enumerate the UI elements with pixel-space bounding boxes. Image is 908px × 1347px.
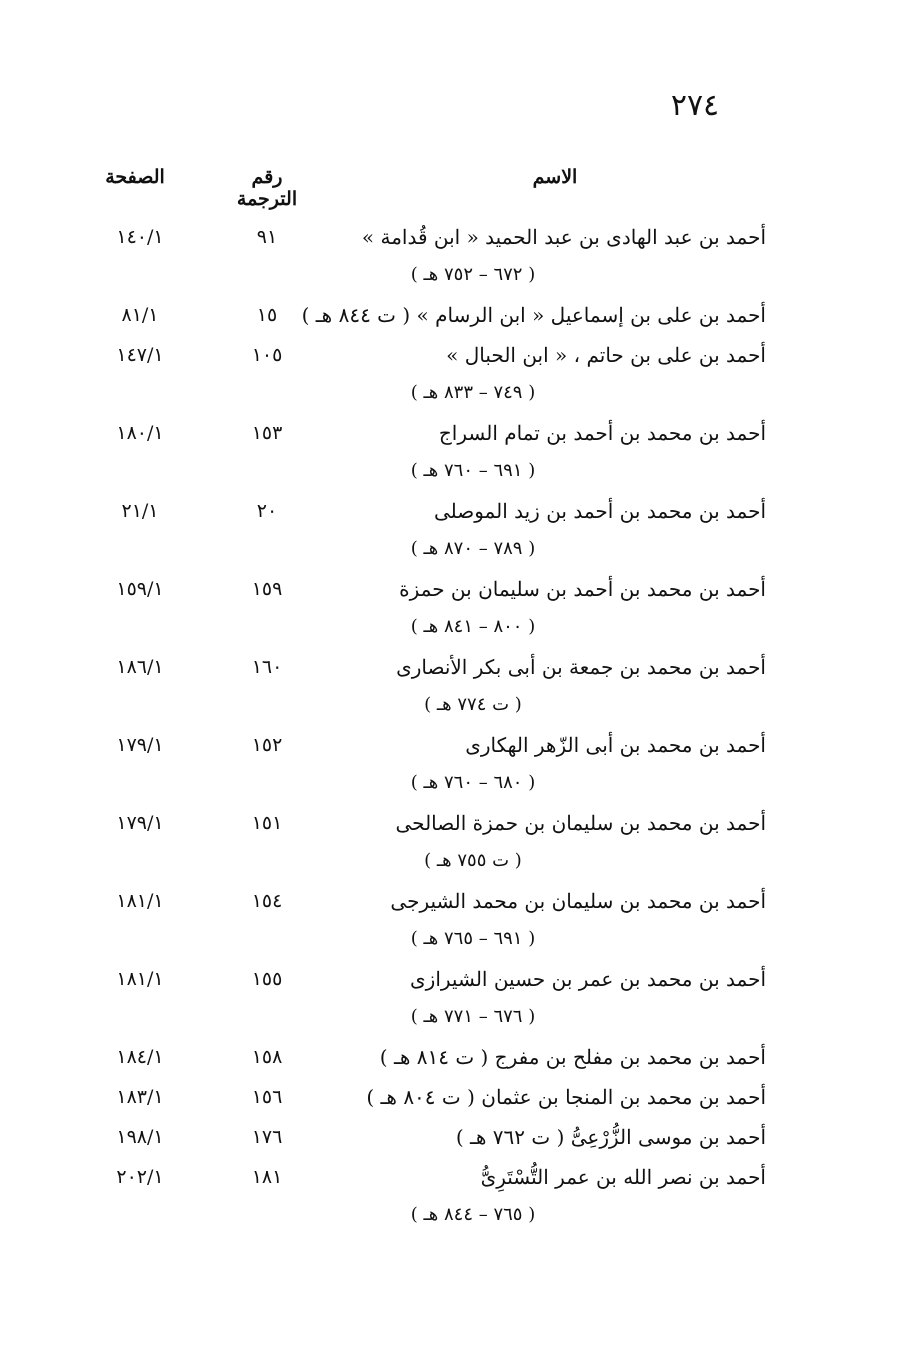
entry-main-row <box>0 882 908 920</box>
entry-main-row <box>0 296 908 334</box>
entry-dates-row <box>0 608 908 646</box>
entry-name: أحمد بن محمد بن سليمان بن حمزة الصالحى <box>395 811 766 835</box>
entry-translation-number: ١٥٤ <box>251 890 283 912</box>
entry-page: ١٨٠/١ <box>116 422 164 444</box>
entry-dates: ( ت ٧٧٤ هـ ) <box>424 694 522 715</box>
entry-dates: ( ٧٦٥ – ٨٤٤ هـ ) <box>410 1204 536 1225</box>
entry-dates-row <box>0 256 908 294</box>
entry-page: ١٨٤/١ <box>116 1046 164 1068</box>
entry-translation-number: ١٥٩ <box>251 578 283 600</box>
index-entry <box>0 296 908 336</box>
entry-dates-row <box>0 764 908 802</box>
index-entry <box>0 336 908 414</box>
entry-name: أحمد بن على بن إسماعيل « ابن الرسام » ( ت ٨٤٤ هـ ) <box>301 303 766 327</box>
entry-page: ١٤٧/١ <box>116 344 164 366</box>
entry-page: ١٨١/١ <box>116 890 164 912</box>
entry-main-row <box>0 336 908 374</box>
header-page: الصفحة <box>105 166 165 188</box>
entry-translation-number: ١٠٥ <box>251 344 283 366</box>
entry-name: أحمد بن محمد بن مفلح بن مفرج ( ت ٨١٤ هـ ) <box>379 1045 766 1069</box>
entry-dates: ( ٨٠٠ – ٨٤١ هـ ) <box>410 616 536 637</box>
entry-name: أحمد بن محمد بن سليمان بن محمد الشيرجى <box>390 889 766 913</box>
entry-translation-number: ١٨١ <box>251 1166 283 1188</box>
entry-name: أحمد بن محمد بن المنجا بن عثمان ( ت ٨٠٤ هـ ) <box>366 1085 766 1109</box>
entry-translation-number: ١٥٦ <box>251 1086 283 1108</box>
index-entry <box>0 804 908 882</box>
index-entry <box>0 1158 908 1236</box>
index-entry <box>0 882 908 960</box>
entry-page: ١٤٠/١ <box>116 226 164 248</box>
entry-main-row <box>0 1078 908 1116</box>
entry-translation-number: ٢٠ <box>256 500 278 522</box>
entry-dates: ( ٦٧٦ – ٧٧١ هـ ) <box>410 1006 536 1027</box>
entry-translation-number: ١٥٥ <box>251 968 283 990</box>
entry-name: أحمد بن محمد بن أحمد بن سليمان بن حمزة <box>399 577 766 601</box>
entry-dates: ( ٧٤٩ – ٨٣٣ هـ ) <box>410 382 536 403</box>
entry-name: أحمد بن محمد بن جمعة بن أبى بكر الأنصارى <box>396 655 766 679</box>
entry-name: أحمد بن نصر الله بن عمر التُّسْتَرِىُّ <box>480 1165 766 1189</box>
entry-name: أحمد بن محمد بن أحمد بن زيد الموصلى <box>433 499 766 523</box>
entry-dates: ( ٧٨٩ – ٨٧٠ هـ ) <box>410 538 536 559</box>
entry-translation-number: ١٥ <box>256 304 278 326</box>
index-entry <box>0 1118 908 1158</box>
entry-name: أحمد بن على بن حاتم ، « ابن الحبال » <box>446 343 766 367</box>
entry-name: أحمد بن محمد بن أحمد بن تمام السراج <box>438 421 766 445</box>
entry-main-row <box>0 960 908 998</box>
entry-main-row <box>0 414 908 452</box>
entry-dates-row <box>0 920 908 958</box>
entry-main-row <box>0 218 908 256</box>
entry-main-row <box>0 804 908 842</box>
page-number: ٢٧٤ <box>670 88 720 123</box>
entry-main-row <box>0 492 908 530</box>
entry-translation-number: ١٥٣ <box>251 422 283 444</box>
entry-page: ١٨٦/١ <box>116 656 164 678</box>
entry-page: ١٨١/١ <box>116 968 164 990</box>
entry-page: ٢١/١ <box>121 500 159 522</box>
index-entry <box>0 218 908 296</box>
entry-dates: ( ت ٧٥٥ هـ ) <box>424 850 522 871</box>
entry-page: ١٥٩/١ <box>116 578 164 600</box>
entry-translation-number: ١٧٦ <box>251 1126 283 1148</box>
entry-name: أحمد بن محمد بن أبى الزّهر الهكارى <box>465 733 766 757</box>
entry-main-row <box>0 1158 908 1196</box>
header-translation-number: رقم الترجمة <box>236 166 298 210</box>
index-entry <box>0 492 908 570</box>
entry-main-row <box>0 570 908 608</box>
entry-dates: ( ٦٧٢ – ٧٥٢ هـ ) <box>410 264 536 285</box>
index-entry <box>0 414 908 492</box>
entry-dates: ( ٦٩١ – ٧٦٠ هـ ) <box>410 460 536 481</box>
index-entries <box>0 218 908 1236</box>
entry-name: أحمد بن موسى الزُّرْعِىُّ ( ت ٧٦٢ هـ ) <box>455 1125 766 1149</box>
entry-translation-number: ١٦٠ <box>251 656 283 678</box>
entry-page: ١٧٩/١ <box>116 812 164 834</box>
entry-dates-row <box>0 842 908 880</box>
entry-page: ٨١/١ <box>121 304 159 326</box>
index-entry <box>0 1038 908 1078</box>
index-entry <box>0 570 908 648</box>
entry-name: أحمد بن محمد بن عمر بن حسين الشيرازى <box>410 967 766 991</box>
entry-main-row <box>0 1118 908 1156</box>
entry-page: ١٩٨/١ <box>116 1126 164 1148</box>
entry-dates-row <box>0 1196 908 1234</box>
entry-page: ١٨٣/١ <box>116 1086 164 1108</box>
entry-translation-number: ١٥٨ <box>251 1046 283 1068</box>
entry-dates-row <box>0 686 908 724</box>
table-header <box>0 166 908 210</box>
entry-dates-row <box>0 530 908 568</box>
index-entry <box>0 1078 908 1118</box>
entry-translation-number: ١٥٢ <box>251 734 283 756</box>
entry-translation-number: ٩١ <box>256 226 278 248</box>
entry-dates-row <box>0 374 908 412</box>
entry-dates: ( ٦٨٠ – ٧٦٠ هـ ) <box>410 772 536 793</box>
index-entry <box>0 648 908 726</box>
entry-main-row <box>0 726 908 764</box>
entry-page: ٢٠٢/١ <box>116 1166 164 1188</box>
entry-main-row <box>0 648 908 686</box>
entry-dates: ( ٦٩١ – ٧٦٥ هـ ) <box>410 928 536 949</box>
index-entry <box>0 726 908 804</box>
entry-main-row <box>0 1038 908 1076</box>
entry-dates-row <box>0 998 908 1036</box>
entry-page: ١٧٩/١ <box>116 734 164 756</box>
entry-translation-number: ١٥١ <box>251 812 283 834</box>
entry-dates-row <box>0 452 908 490</box>
index-entry <box>0 960 908 1038</box>
header-name: الاسم <box>532 166 578 188</box>
entry-name: أحمد بن عبد الهادى بن عبد الحميد « ابن قُدامة » <box>361 225 766 249</box>
